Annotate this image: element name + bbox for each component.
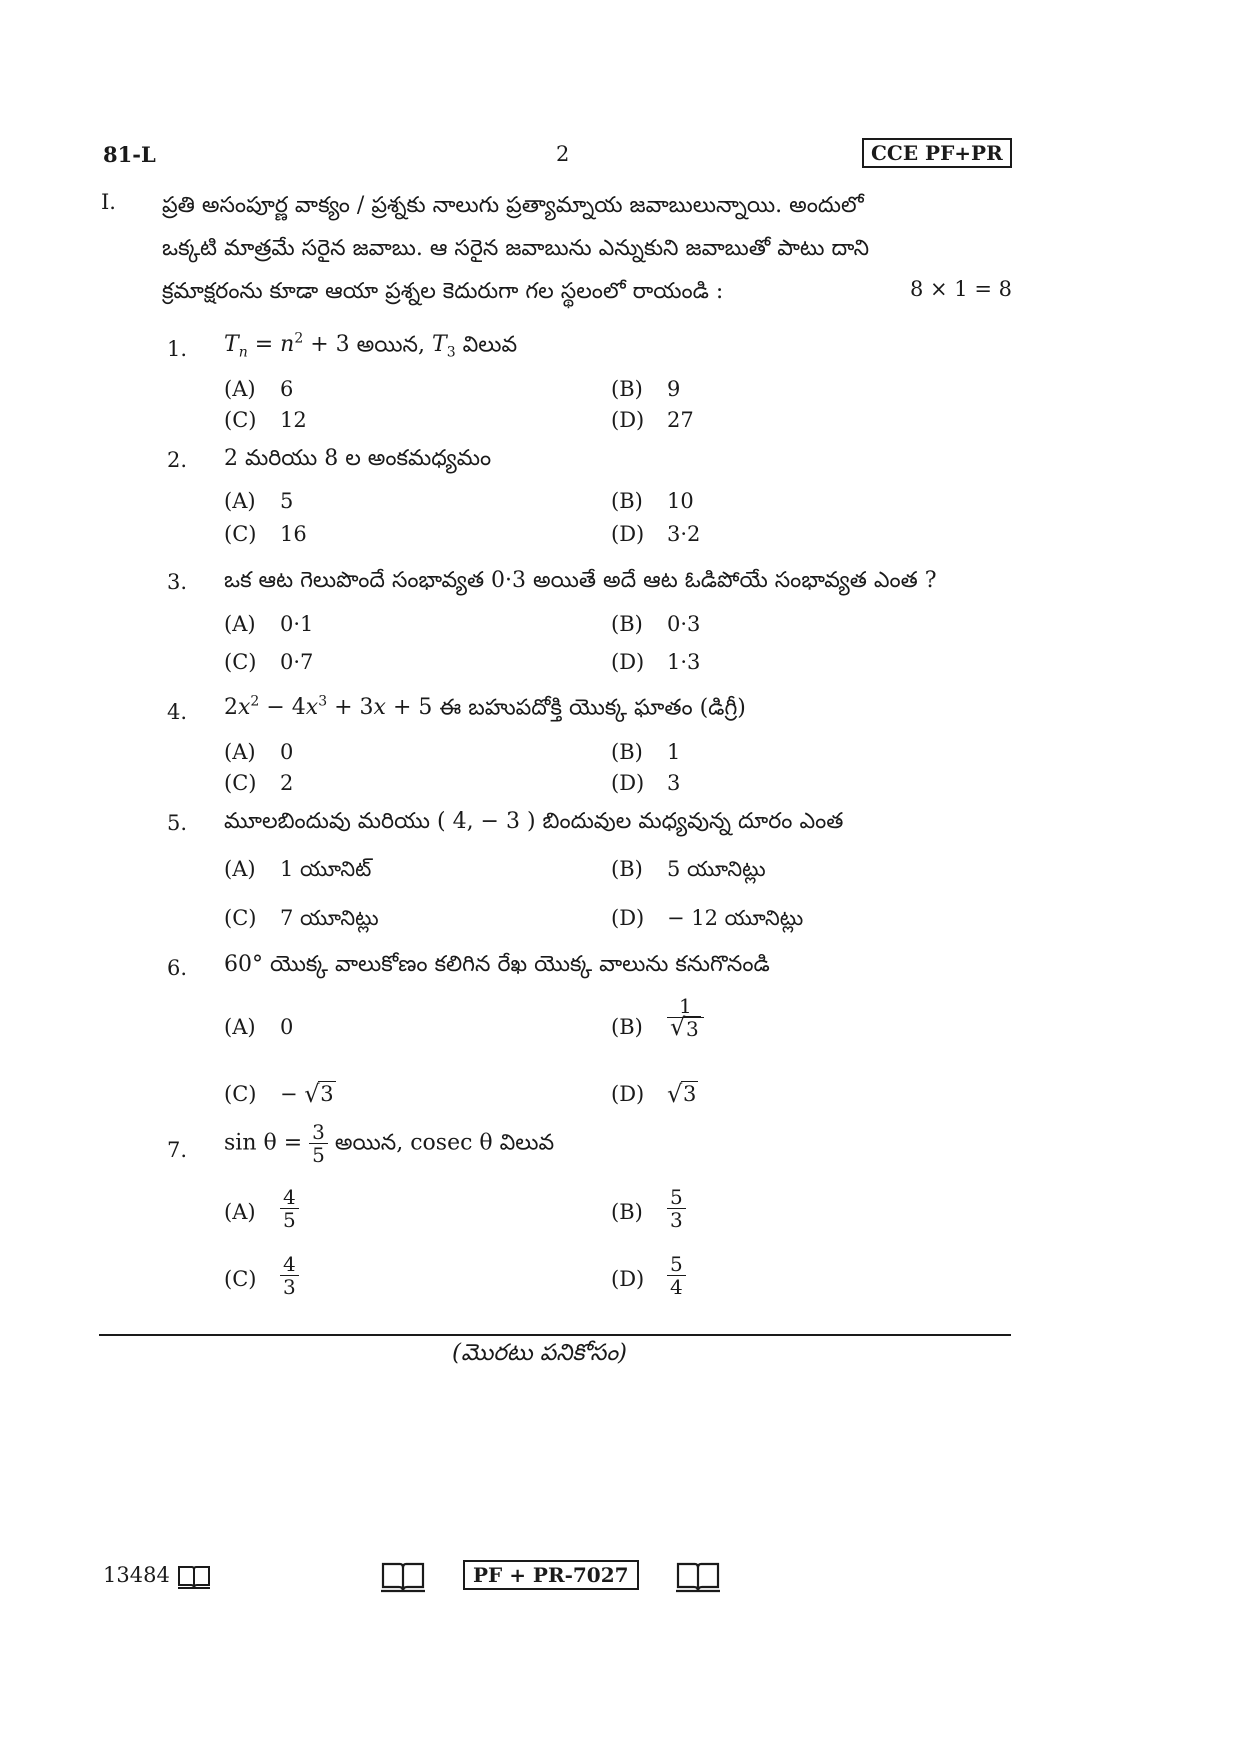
instruction-line: క్రమాక్షరంను కూడా ఆయా ప్రశ్నల కెదురుగా గల స్థలంలో రాయండి :: [162, 279, 724, 304]
question-text-part: అయిన,: [356, 332, 425, 358]
option-c: (C) 16: [224, 522, 307, 546]
option-a: (A) 6: [224, 377, 294, 401]
question-number: 5.: [167, 811, 188, 835]
option-b: (B) 1 √ 3: [611, 1015, 643, 1039]
book-icon: [675, 1560, 721, 1594]
question-text: ఒక ఆట గెలుపొందే సంభావ్యత 0·3 అయితే అదే ఆట ఓడిపోయే సంభావ్యత ఎంత ?: [224, 568, 937, 593]
option-c: (C) 0·7: [224, 650, 314, 674]
instruction-line: ప్రతి అసంపూర్ణ వాక్యం / ప్రశ్నకు నాలుగు ప్రత్యామ్నాయ జవాబులున్నాయి. అందులో: [162, 193, 864, 218]
rough-work-note: (మొరటు పనికోసం): [452, 1340, 627, 1366]
fraction: $\frac{5}{3}$: [667, 1186, 686, 1231]
divider: [99, 1334, 1011, 1336]
question-text: [224, 331, 517, 362]
option-a: (A) 0: [224, 1015, 294, 1039]
question-text: 2 మరియు 8 ల అంకమధ్యమం: [224, 446, 492, 471]
question-text-part: ఈ బహుపదోక్తి యొక్క ఘాతం (డిగ్రీ): [439, 695, 746, 721]
formula: sin θ =: [224, 1130, 303, 1156]
formula: $T_3$: [432, 332, 456, 361]
question-text-part: అయిన, cosec θ విలువ: [334, 1130, 555, 1156]
fraction: $\frac{4}{5}$: [280, 1186, 299, 1231]
option-c: (C) $\frac{4}{3}$: [224, 1267, 256, 1291]
question-number: 1.: [167, 337, 188, 361]
option-a: (A) 5: [224, 489, 294, 513]
question-number: 6.: [167, 956, 188, 980]
option-b: (B) 5 యూనిట్లు: [611, 857, 766, 881]
option-c: (C) − √ 3: [224, 1080, 334, 1108]
page-number: 2: [556, 142, 570, 166]
question-text-part: విలువ: [462, 332, 518, 358]
question-number: 3.: [167, 570, 188, 594]
fraction: 1 √ 3: [667, 995, 704, 1040]
option-b: (B) 0·3: [611, 612, 701, 636]
radical: − √ 3: [280, 1080, 334, 1108]
option-a: (A) $\frac{4}{5}$: [224, 1200, 256, 1224]
formula: $2x^2 - 4x^3 + 3x + 5$: [224, 694, 433, 721]
option-c: (C) 12: [224, 408, 307, 432]
option-b: (B) $\frac{5}{3}$: [611, 1200, 643, 1224]
footer-number: 13484: [103, 1563, 211, 1590]
option-d: (D) − 12 యూనిట్లు: [611, 906, 804, 930]
marks-scheme: 8 × 1 = 8: [910, 277, 1012, 301]
option-a: (A) 1 యూనిట్: [224, 857, 372, 881]
paper-code: 81-L: [103, 142, 156, 167]
question-number: 2.: [167, 448, 188, 472]
option-a: (A) 0·1: [224, 612, 314, 636]
code-box: PF + PR-7027: [463, 1560, 639, 1590]
section-instructions: [162, 184, 1017, 313]
option-d: (D) 27: [611, 408, 694, 432]
question-number: 7.: [167, 1138, 188, 1162]
question-text: మూలబిందువు మరియు ( 4, − 3 ) బిందువుల మధ్యవున్న దూరం ఎంత: [224, 809, 844, 834]
option-d: (D) 3: [611, 771, 681, 795]
question-text: [224, 1121, 554, 1166]
option-d: (D) √ 3: [611, 1080, 697, 1108]
option-a: (A) 0: [224, 740, 294, 764]
section-label: I.: [101, 190, 116, 214]
option-b: (B) 10: [611, 489, 694, 513]
option-d: (D) 3·2: [611, 522, 701, 546]
option-b: (B) 9: [611, 377, 681, 401]
instruction-line: ఒక్కటి మాత్రమే సరైన జవాబు. ఆ సరైన జవాబును ఎన్నుకుని జవాబుతో పాటు దాని: [162, 236, 870, 261]
option-d: (D) 1·3: [611, 650, 701, 674]
series-box: CCE PF+PR: [862, 138, 1012, 168]
radical: √ 3: [667, 1080, 697, 1108]
option-c: (C) 7 యూనిట్లు: [224, 906, 379, 930]
fraction: $\frac{4}{3}$: [280, 1253, 299, 1298]
option-b: (B) 1: [611, 740, 681, 764]
option-c: (C) 2: [224, 771, 294, 795]
option-d: (D) $\frac{5}{4}$: [611, 1267, 644, 1291]
fraction: $\frac{5}{4}$: [667, 1253, 686, 1298]
question-number: 4.: [167, 700, 188, 724]
book-icon: [380, 1560, 426, 1594]
question-text: 60° యొక్క వాలుకోణం కలిగిన రేఖ యొక్క వాలును కనుగొనండి: [224, 952, 770, 977]
formula: $T_n = n^2 + 3$: [224, 331, 350, 361]
book-icon: [177, 1564, 211, 1590]
question-text: [224, 694, 746, 725]
fraction: $\frac{3}{5}$: [309, 1121, 328, 1166]
